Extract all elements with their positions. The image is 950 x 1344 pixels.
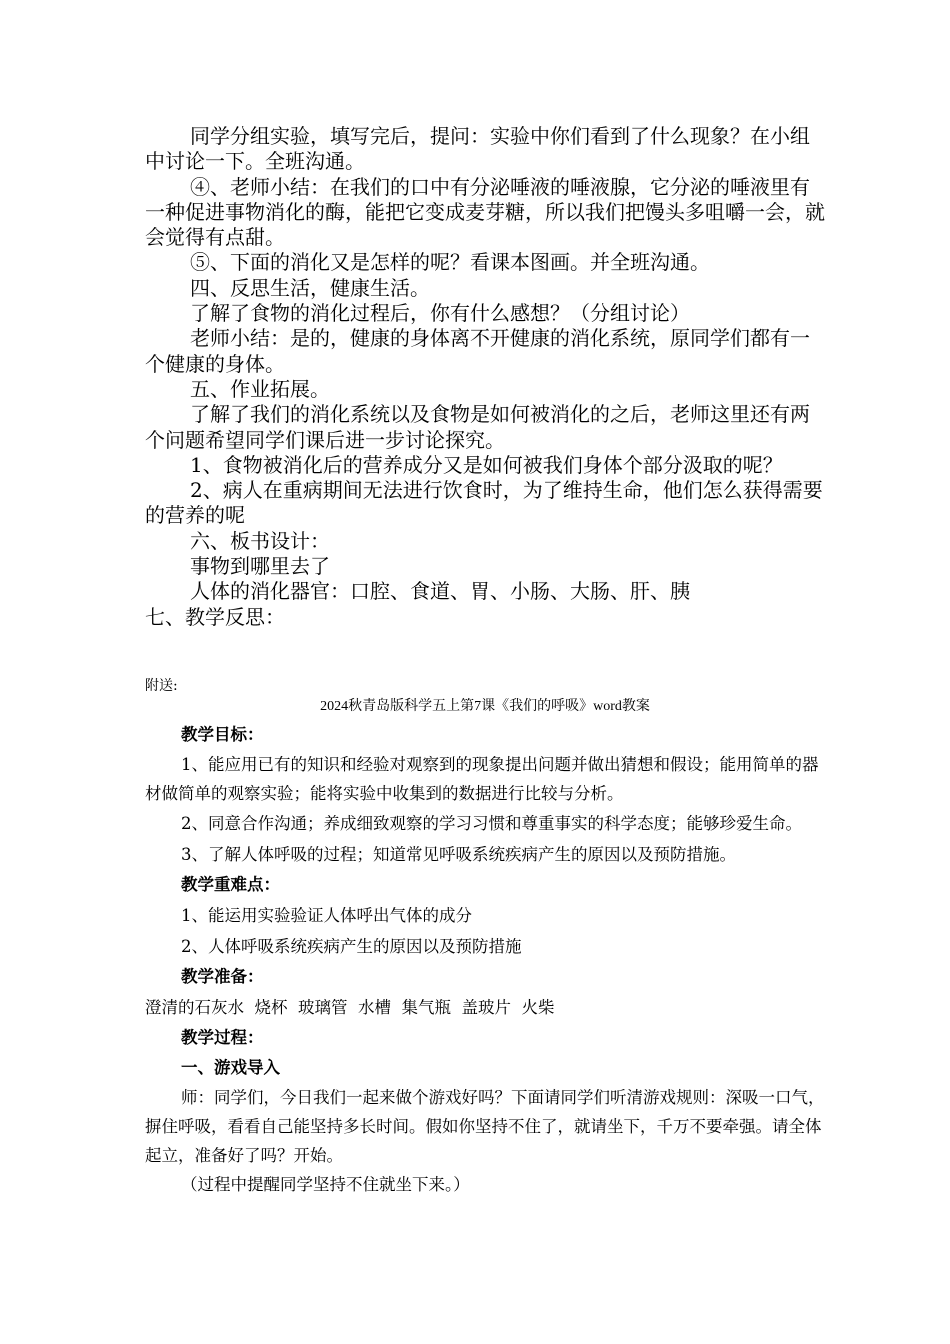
section-heading: 七、教学反思：	[145, 604, 285, 629]
heading-goals: 教学目标：	[181, 725, 264, 744]
board-line: 事物到哪里去了	[190, 554, 330, 579]
paragraph: 3、了解人体呼吸的过程；知道常见呼吸系统疾病产生的原因以及预防措施。	[181, 845, 736, 864]
board-line: 人体的消化器官：口腔、食道、胃、小肠、大肠、肝、胰	[190, 579, 690, 604]
paragraph: 2、同意合作沟通；养成细致观察的学习习惯和尊重事实的科学态度；能够珍爱生命。	[181, 814, 802, 833]
section-heading: 四、反思生活，健康生活。	[190, 275, 430, 300]
paragraph: 师：同学们，今日我们一起来做个游戏好吗？下面请同学们听清游戏规则：深吸一口气，摒住呼吸，看看自己能坚持多长时间。假如你坚持不住了，就请坐下，千万不要牵强。请全体起立，准备好了吗？开始。	[145, 1088, 825, 1165]
paragraph: 1、能应用已有的知识和经验对观察到的现象提出问题并做出猜想和假设；能用简单的器材做简单的观察实验；能将实验中收集到的数据进行比较与分析。	[145, 755, 819, 803]
paragraph: ⑤、下面的消化又是怎样的呢？看课本图画。并全班沟通。	[190, 250, 710, 275]
materials-list: 澄清的石灰水 烧杯 玻璃管 水槽 集气瓶 盖玻片 火柴	[145, 998, 555, 1017]
heading-process: 教学过程：	[181, 1028, 264, 1047]
paragraph: 了解了食物的消化过程后，你有什么感想？（分组讨论）	[190, 301, 690, 326]
paragraph: 2、人体呼吸系统疾病产生的原因以及预防措施	[181, 937, 522, 956]
paragraph: 1、食物被消化后的营养成分又是如何被我们身体个部分汲取的呢？	[190, 452, 783, 477]
document-title: 2024秋青岛版科学五上第7课《我们的呼吸》word教案	[320, 699, 650, 714]
section-heading: 五、作业拓展。	[190, 376, 330, 401]
lesson-part-two	[145, 720, 825, 1199]
heading-preparation: 教学准备：	[181, 967, 264, 986]
paragraph: 老师小结：是的，健康的身体离不开健康的消化系统，原同学们都有一个健康的身体。	[145, 326, 810, 376]
heading-key-points: 教学重难点：	[181, 875, 280, 894]
heading-game-intro: 一、游戏导入	[181, 1058, 280, 1077]
paragraph: 同学分组实验，填写完后，提问：实验中你们看到了什么现象？在小组中讨论一下。全班沟通。	[145, 124, 810, 174]
paragraph: 2、病人在重病期间无法进行饮食时，为了维持生命，他们怎么获得需要的营养的呢	[145, 478, 823, 528]
paragraph: ④、老师小结：在我们的口中有分泌唾液的唾液腺，它分泌的唾液里有一种促进事物消化的酶，能把它变成麦芽糖，所以我们把馒头多咀嚼一会，就会觉得有点甜。	[145, 174, 825, 250]
paragraph: 1、能运用实验验证人体呼出气体的成分	[181, 906, 472, 925]
paragraph: 了解了我们的消化系统以及食物是如何被消化的之后，老师这里还有两个问题希望同学们课后进一步讨论探究。	[145, 402, 810, 452]
lesson-part-one	[145, 124, 825, 630]
attachment-note: 附送:	[145, 678, 178, 694]
paragraph: （过程中提醒同学坚持不住就坐下来。）	[181, 1175, 470, 1194]
section-heading: 六、板书设计：	[190, 528, 330, 553]
